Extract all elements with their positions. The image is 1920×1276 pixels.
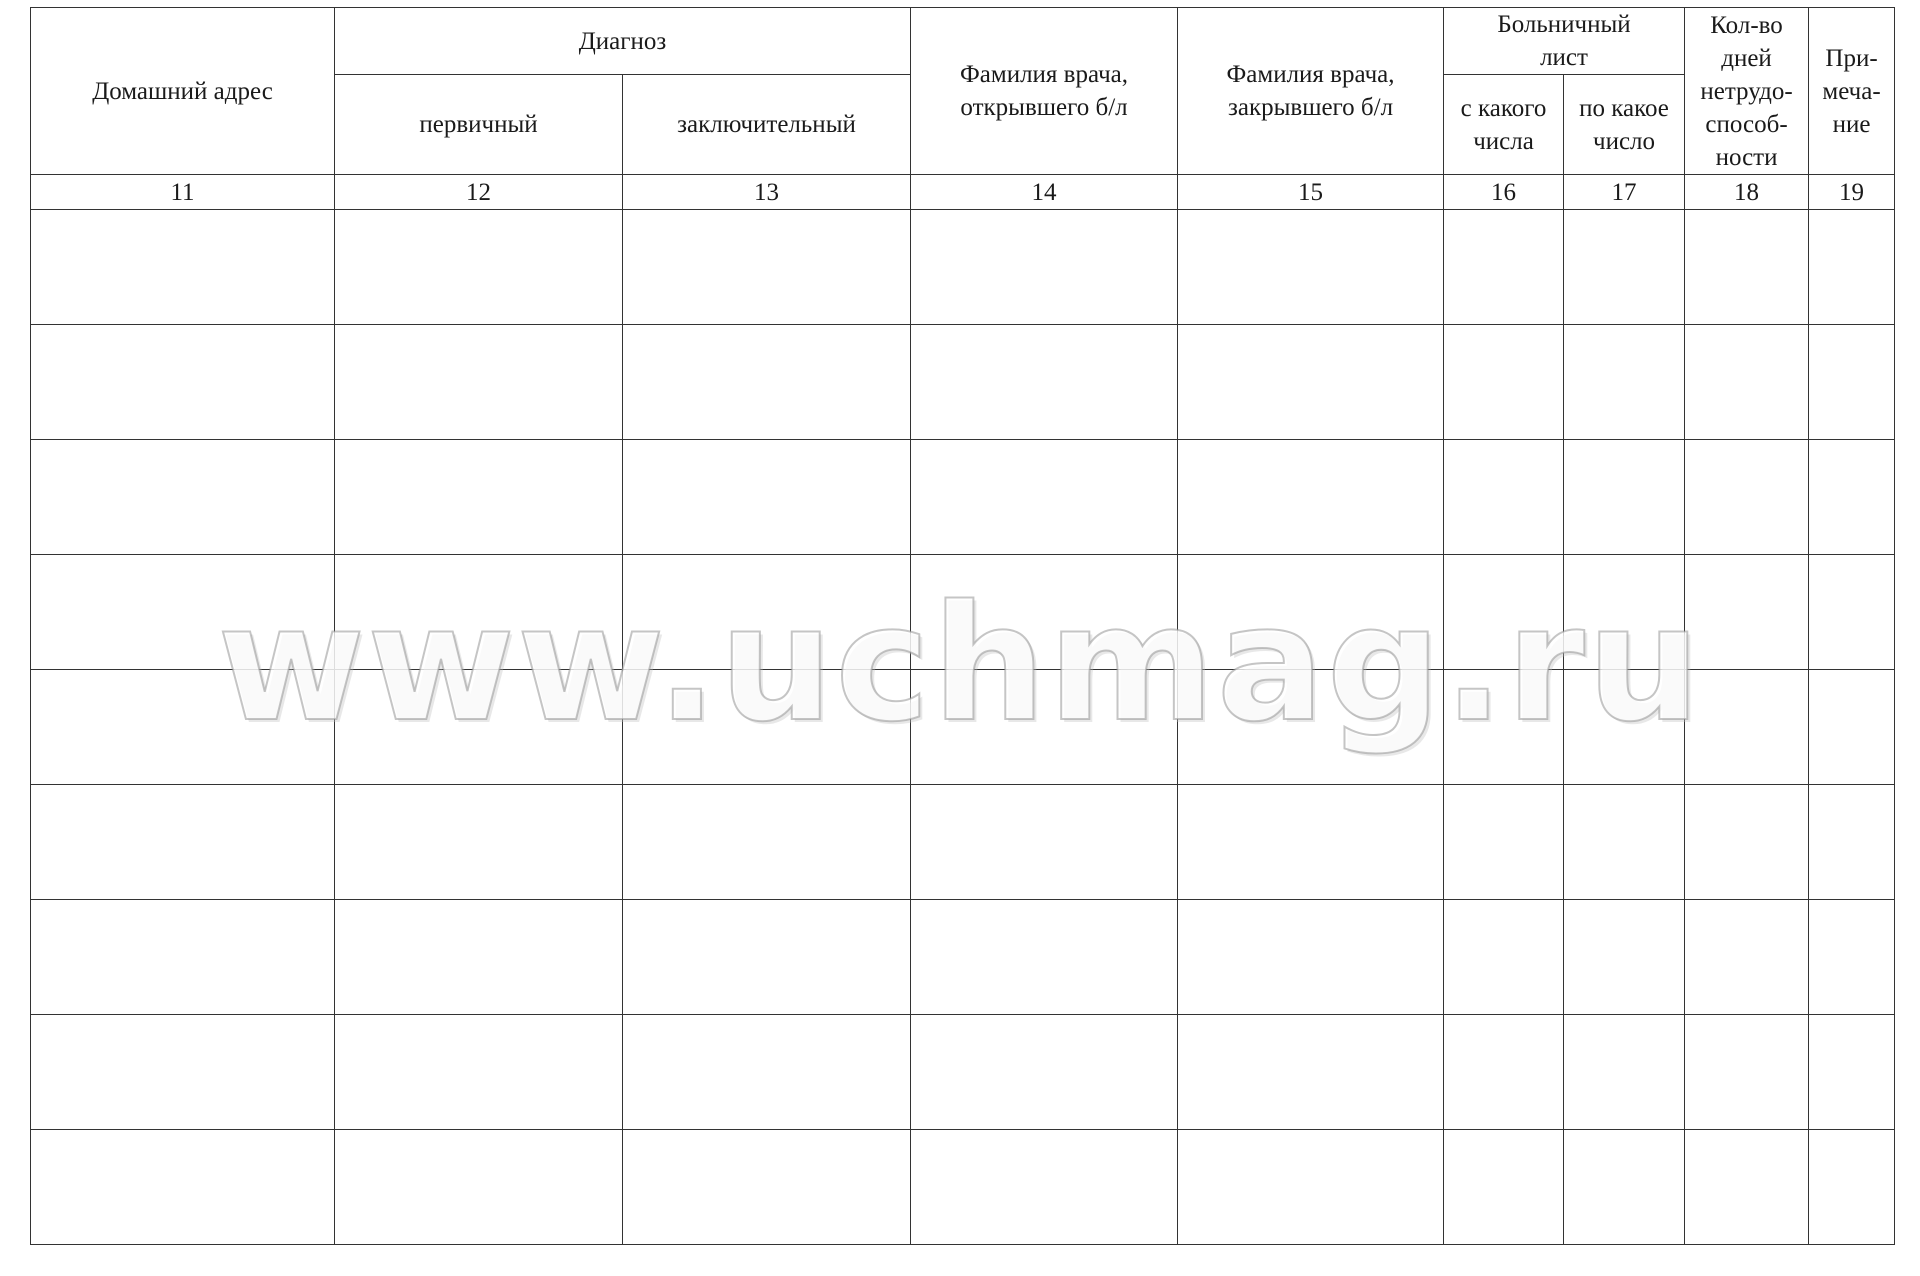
table-cell[interactable] bbox=[1685, 785, 1809, 900]
table-cell[interactable] bbox=[1178, 1015, 1444, 1130]
table-cell[interactable] bbox=[911, 785, 1178, 900]
header-days-line4: способ- bbox=[1705, 110, 1788, 138]
table-cell[interactable] bbox=[623, 900, 911, 1015]
blank-rows bbox=[31, 210, 1895, 1245]
column-number-row bbox=[31, 175, 1895, 210]
table-cell[interactable] bbox=[31, 1015, 335, 1130]
table-cell[interactable] bbox=[31, 785, 335, 900]
table-row bbox=[31, 555, 1895, 670]
table-cell[interactable] bbox=[335, 1015, 623, 1130]
header-days-disability bbox=[1685, 8, 1809, 175]
column-number: 14 bbox=[911, 175, 1178, 210]
header-diagnosis-final-label: заключительный bbox=[677, 111, 856, 138]
table-cell[interactable] bbox=[911, 1015, 1178, 1130]
table-cell[interactable] bbox=[31, 900, 335, 1015]
header-to-date-line1: по какое bbox=[1579, 94, 1669, 122]
column-number: 16 bbox=[1444, 175, 1564, 210]
header-notes-line2: меча- bbox=[1822, 77, 1881, 105]
header-days-line5: ности bbox=[1715, 143, 1778, 171]
column-number: 15 bbox=[1178, 175, 1444, 210]
table-row bbox=[31, 1130, 1895, 1245]
table-cell[interactable] bbox=[911, 1130, 1178, 1245]
table-cell[interactable] bbox=[31, 325, 335, 440]
table-cell[interactable] bbox=[1685, 1130, 1809, 1245]
table-cell[interactable] bbox=[1564, 440, 1685, 555]
table-cell[interactable] bbox=[623, 325, 911, 440]
table-cell[interactable] bbox=[335, 325, 623, 440]
header-diagnosis-label: Диагноз bbox=[578, 27, 667, 55]
header-days-line3: нетрудо- bbox=[1700, 77, 1793, 105]
table-cell[interactable] bbox=[911, 325, 1178, 440]
table-cell[interactable] bbox=[623, 670, 911, 785]
table-row bbox=[31, 440, 1895, 555]
column-number: 12 bbox=[335, 175, 623, 210]
table-row bbox=[31, 670, 1895, 785]
table-cell[interactable] bbox=[1178, 440, 1444, 555]
table-cell[interactable] bbox=[623, 785, 911, 900]
header-notes bbox=[1809, 8, 1895, 175]
table-cell[interactable] bbox=[1809, 325, 1895, 440]
table-cell[interactable] bbox=[623, 1015, 911, 1130]
table-row bbox=[31, 900, 1895, 1015]
table-cell[interactable] bbox=[1178, 670, 1444, 785]
column-number: 18 bbox=[1685, 175, 1809, 210]
register-form bbox=[30, 7, 1894, 1245]
table-cell[interactable] bbox=[1178, 785, 1444, 900]
table-cell[interactable] bbox=[1685, 555, 1809, 670]
table-cell[interactable] bbox=[623, 555, 911, 670]
table-cell[interactable] bbox=[1444, 785, 1564, 900]
table-cell[interactable] bbox=[1444, 555, 1564, 670]
header-sick-leave-line2: лист bbox=[1540, 44, 1588, 71]
table-cell[interactable] bbox=[31, 440, 335, 555]
table-cell[interactable] bbox=[335, 555, 623, 670]
column-number: 17 bbox=[1564, 175, 1685, 210]
table-cell[interactable] bbox=[1564, 555, 1685, 670]
table-cell[interactable] bbox=[623, 210, 911, 325]
table-row bbox=[31, 1015, 1895, 1130]
header-days-line1: Кол-во bbox=[1710, 11, 1783, 39]
table-cell[interactable] bbox=[1444, 325, 1564, 440]
table-cell[interactable] bbox=[1564, 325, 1685, 440]
table-cell[interactable] bbox=[1178, 1130, 1444, 1245]
header-diagnosis-final bbox=[623, 75, 911, 175]
header-from-date bbox=[1444, 75, 1564, 175]
table-cell[interactable] bbox=[1809, 785, 1895, 900]
table-cell[interactable] bbox=[335, 900, 623, 1015]
table-cell[interactable] bbox=[1809, 900, 1895, 1015]
table-cell[interactable] bbox=[1564, 670, 1685, 785]
table-cell[interactable] bbox=[623, 440, 911, 555]
table-cell[interactable] bbox=[911, 670, 1178, 785]
table-cell[interactable] bbox=[1444, 900, 1564, 1015]
table-cell[interactable] bbox=[1564, 785, 1685, 900]
table-cell[interactable] bbox=[335, 785, 623, 900]
header-notes-line1: При- bbox=[1825, 44, 1878, 72]
column-number: 11 bbox=[31, 175, 335, 210]
table-cell[interactable] bbox=[1444, 670, 1564, 785]
header-doctor-closed-line1: Фамилия врача, bbox=[1226, 61, 1395, 88]
table-cell[interactable] bbox=[1685, 325, 1809, 440]
table-cell[interactable] bbox=[911, 900, 1178, 1015]
table-cell[interactable] bbox=[911, 210, 1178, 325]
table-cell[interactable] bbox=[1809, 1130, 1895, 1245]
header-diagnosis-primary bbox=[335, 75, 623, 175]
table-cell[interactable] bbox=[1564, 1015, 1685, 1130]
header-days-line2: дней bbox=[1721, 44, 1772, 72]
header-to-date-line2: число bbox=[1593, 127, 1656, 155]
table-cell[interactable] bbox=[31, 555, 335, 670]
header-doctor-opened bbox=[911, 8, 1178, 175]
table-cell[interactable] bbox=[1564, 210, 1685, 325]
header-doctor-closed-line2: закрывшего б/л bbox=[1227, 94, 1394, 121]
header-home-address-label: Домашний адрес bbox=[92, 77, 273, 105]
table-cell[interactable] bbox=[1564, 900, 1685, 1015]
table-cell[interactable] bbox=[1809, 1015, 1895, 1130]
header-notes-line3: ние bbox=[1832, 110, 1871, 138]
table-cell[interactable] bbox=[335, 1130, 623, 1245]
table-cell[interactable] bbox=[1685, 1015, 1809, 1130]
table-cell[interactable] bbox=[31, 210, 335, 325]
header-doctor-opened-line1: Фамилия врача, bbox=[960, 61, 1128, 88]
table-cell[interactable] bbox=[911, 440, 1178, 555]
table-cell[interactable] bbox=[1685, 670, 1809, 785]
table-cell[interactable] bbox=[1178, 325, 1444, 440]
header-diagnosis bbox=[335, 8, 911, 75]
table-cell[interactable] bbox=[1444, 210, 1564, 325]
table-cell[interactable] bbox=[1178, 555, 1444, 670]
table-row bbox=[31, 210, 1895, 325]
header-from-date-line2: числа bbox=[1473, 127, 1534, 155]
header-doctor-opened-line2: открывшего б/л bbox=[960, 94, 1128, 121]
table-cell[interactable] bbox=[1809, 440, 1895, 555]
table-cell[interactable] bbox=[911, 555, 1178, 670]
header-sick-leave bbox=[1444, 8, 1685, 75]
header-home-address bbox=[31, 8, 335, 175]
table-cell[interactable] bbox=[1809, 210, 1895, 325]
header-row-top bbox=[31, 8, 1895, 75]
column-number: 13 bbox=[623, 175, 911, 210]
table-cell[interactable] bbox=[31, 1130, 335, 1245]
watermark-text: www.uchmag.ru bbox=[217, 570, 1703, 757]
table-cell[interactable] bbox=[1178, 210, 1444, 325]
table-cell[interactable] bbox=[31, 670, 335, 785]
table-cell[interactable] bbox=[1685, 440, 1809, 555]
column-number: 19 bbox=[1809, 175, 1895, 210]
table-cell[interactable] bbox=[1564, 1130, 1685, 1245]
header-from-date-line1: с какого bbox=[1460, 94, 1547, 122]
table-cell[interactable] bbox=[335, 670, 623, 785]
table-cell[interactable] bbox=[1685, 900, 1809, 1015]
table-cell[interactable] bbox=[623, 1130, 911, 1245]
table-cell[interactable] bbox=[1178, 900, 1444, 1015]
header-to-date bbox=[1564, 75, 1685, 175]
table-cell[interactable] bbox=[335, 210, 623, 325]
table-cell[interactable] bbox=[1685, 210, 1809, 325]
table-cell[interactable] bbox=[1444, 1015, 1564, 1130]
header-doctor-closed bbox=[1178, 8, 1444, 175]
table-cell[interactable] bbox=[1809, 555, 1895, 670]
table-cell[interactable] bbox=[1444, 1130, 1564, 1245]
header-sick-leave-line1: Больничный bbox=[1497, 11, 1631, 38]
table-cell[interactable] bbox=[335, 440, 623, 555]
table-cell[interactable] bbox=[1809, 670, 1895, 785]
table-row bbox=[31, 785, 1895, 900]
register-table bbox=[30, 7, 1895, 1245]
table-row bbox=[31, 325, 1895, 440]
table-cell[interactable] bbox=[1444, 440, 1564, 555]
header-diagnosis-primary-label: первичный bbox=[419, 111, 538, 138]
